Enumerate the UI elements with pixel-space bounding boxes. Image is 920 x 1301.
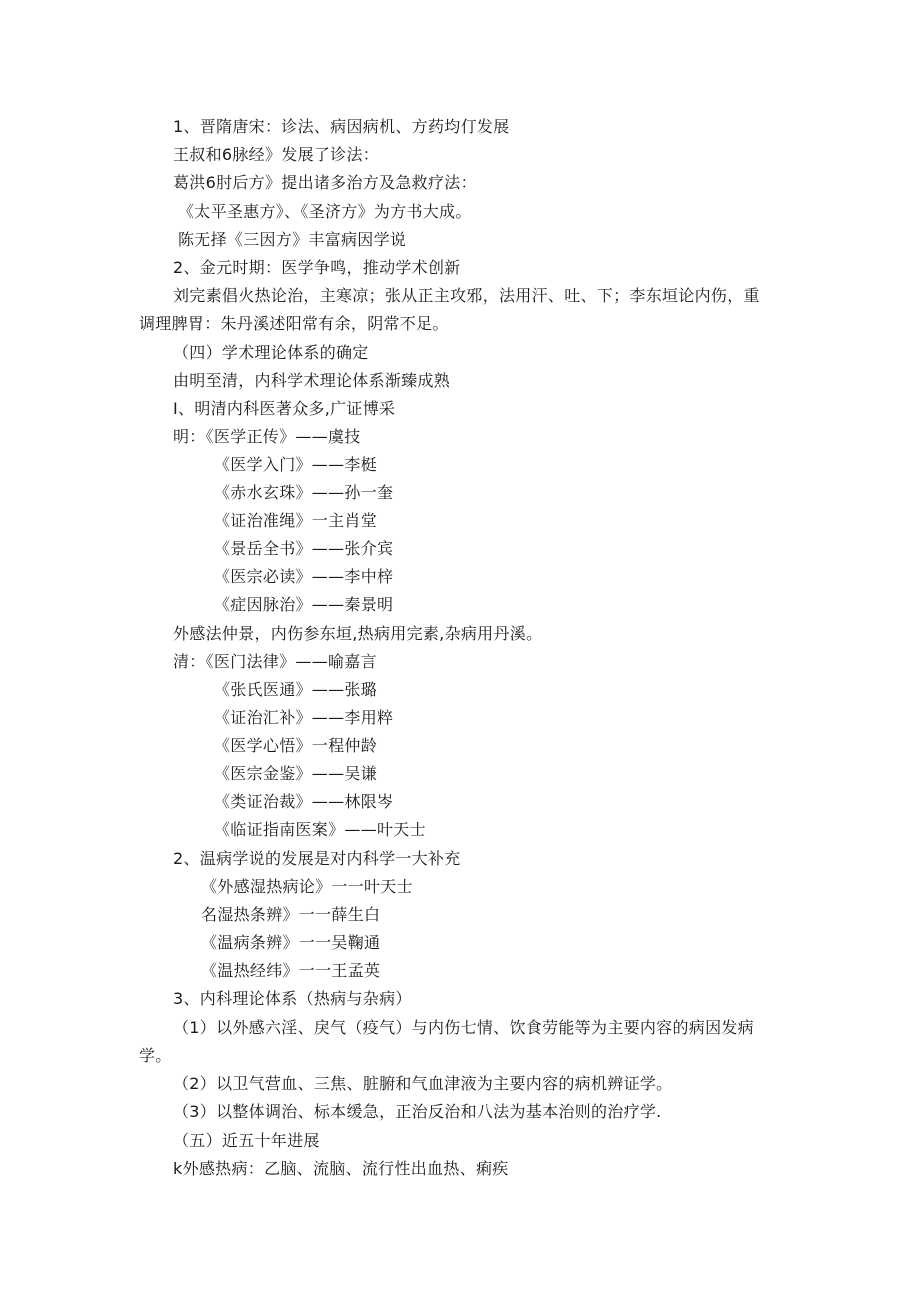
text-line: 《医宗必读》——李中梓 — [214, 567, 394, 586]
text-line: 《温热经纬》一一王孟英 — [201, 961, 381, 980]
text-line: 3、内科理论体系（热病与杂病） — [173, 989, 412, 1008]
text-line: k外感热病：乙脑、流脑、流行性出血热、痢疾 — [173, 1159, 509, 1178]
text-line: 《景岳全书》——张介宾 — [214, 539, 394, 558]
section-heading: （五）近五十年进展 — [173, 1131, 320, 1150]
text-line: 陈无择《三因方》丰富病因学说 — [178, 230, 407, 249]
text-line: 《证治汇补》——李用粹 — [214, 708, 394, 727]
text-line: 清：《医门法律》——喻嘉言 — [173, 652, 377, 671]
text-line: 学。 — [139, 1046, 172, 1065]
text-line: 《赤水玄珠》——孙一奎 — [214, 483, 394, 502]
text-line: 《类证治裁》——林限岑 — [214, 792, 394, 811]
text-line: 1、晋隋唐宋：诊法、病因病机、方药均仃发展 — [173, 117, 510, 136]
text-line: 《医学心悟》一程仲龄 — [214, 736, 378, 755]
text-line: 《医学入门》——李梃 — [214, 455, 378, 474]
text-line: I、明清内科医著众多,广证博采 — [173, 399, 396, 418]
text-line: 明：《医学正传》——虞技 — [173, 427, 361, 446]
text-line: 2、温病学说的发展是对内科学一大补充 — [173, 849, 461, 868]
text-line: 2、金元时期：医学争鸣，推动学术创新 — [173, 258, 461, 277]
text-line: 《临证指南医案》——叶天士 — [214, 820, 426, 839]
text-line: 《外感湿热病论》一一叶天士 — [201, 877, 413, 896]
text-line: 《医宗金鉴》——吴谦 — [214, 764, 378, 783]
text-line: （2）以卫气营血、三焦、脏腑和气血津液为主要内容的病机辨证学。 — [173, 1074, 673, 1093]
text-line: 《温病条辨》一一吴鞠通 — [201, 933, 381, 952]
text-line: （1）以外感六淫、戾气（疫气）与内伤七情、饮食劳能等为主要内容的病因发病 — [173, 1018, 754, 1037]
text-line: 葛洪6肘后方》提出诸多治方及急救疗法： — [173, 173, 477, 192]
text-line: 调理脾胃：朱丹溪述阳常有余，阴常不足。 — [139, 314, 449, 333]
text-line: 《张氏医通》——张璐 — [214, 680, 378, 699]
text-line: 由明至清，内科学术理论体系渐臻成熟 — [173, 371, 451, 390]
text-line: 刘完素倡火热论治，主寒凉；张从正主攻邪，法用汗、吐、下；李东垣论内伤，重 — [173, 286, 760, 305]
text-line: （3）以整体调治、标本缓急，正治反治和八法为基本治则的治疗学. — [173, 1102, 662, 1121]
text-line: 名湿热条辨》一一薛生白 — [201, 905, 381, 924]
text-line: 《太平圣惠方》、《圣济方》为方书大成。 — [178, 202, 472, 221]
text-line: 《症因脉治》——秦景明 — [214, 595, 394, 614]
section-heading: （四）学术理论体系的确定 — [173, 343, 369, 362]
text-line: 《证治准绳》一主肖堂 — [214, 511, 378, 530]
text-line: 王叔和6脉经》发展了诊法： — [173, 145, 380, 164]
text-line: 外感法仲景，内伤参东垣,热病用完素,杂病用丹溪。 — [173, 624, 543, 643]
